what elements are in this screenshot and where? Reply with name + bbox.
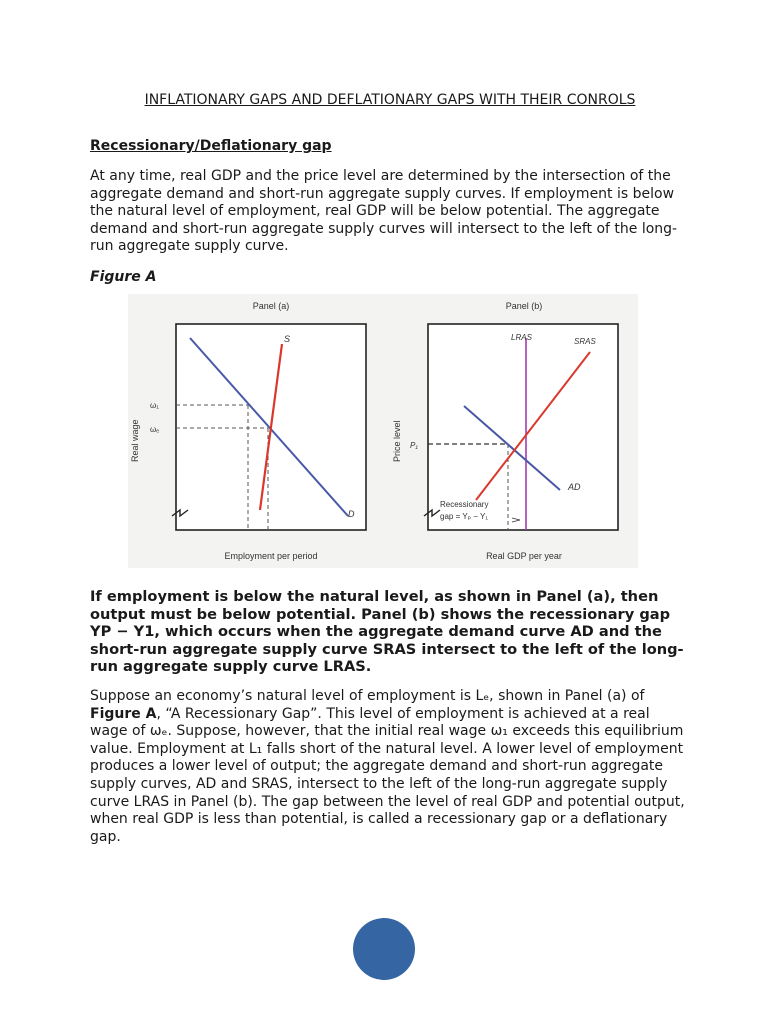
panel-b-x-axis-label: Real GDP per year <box>486 551 562 561</box>
section-heading: Recessionary/Deflationary gap <box>90 138 332 154</box>
sras-label: SRAS <box>574 337 596 346</box>
figure-a <box>128 294 638 568</box>
panel-b-title: Panel (b) <box>505 301 543 311</box>
demand-label: D <box>348 509 355 519</box>
document-title: INFLATIONARY GAPS AND DEFLATIONARY GAPS WITH THEIR CONROLS <box>144 92 636 108</box>
explanation-text-end: , “A Recessionary Gap”. This level of employment is achieved at a real wage of ωₑ. Suppose, however, that the initial real wage ω₁ exceeds this equilibrium value. Employment at L₁ falls short of the natural level. A lower level of employment produces a lower level of output; the aggregate demand and short-run aggregate supply curves, AD and SRAS, intersect to the left of the long-run aggregate supply curve LRAS in Panel (b). The gap between the level of real GDP and potential output, when real GDP is less than potential, is called a recessionary gap or a deflationary gap. <box>90 705 685 845</box>
w1-label: ω₁ <box>150 401 159 410</box>
p1-label: P₁ <box>410 441 418 450</box>
gap-label-line1: Recessionary <box>440 500 489 509</box>
panel-b-y-axis-label: Price level <box>392 420 402 462</box>
page-marker-circle <box>353 918 415 980</box>
panel-a-y-axis-label: Real wage <box>130 419 140 462</box>
supply-label: S <box>284 334 291 344</box>
figure-a-diagram <box>128 294 638 568</box>
we-label: ωₑ <box>150 425 160 434</box>
figure-reference: Figure A <box>90 705 157 722</box>
gap-label-line2: gap = Yₚ − Y₁ <box>440 512 489 521</box>
panel-a-title: Panel (a) <box>252 301 290 311</box>
figure-label: Figure A <box>90 269 157 285</box>
bold-summary-paragraph: If employment is below the natural level, as shown in Panel (a), then output must be below potential. Panel (b) shows the recessionary gap YP − Y1, which occurs when the aggregate demand curve AD and the short-run aggregate supply curve SRAS intersect to the left of the long-run aggregate supply curve LRAS. <box>90 588 684 676</box>
lras-label: LRAS <box>511 333 532 342</box>
panel-a <box>130 301 366 561</box>
explanation-paragraph <box>90 688 690 846</box>
panel-a-x-axis-label: Employment per period <box>224 551 318 561</box>
ad-label: AD <box>568 482 581 492</box>
intro-paragraph: At any time, real GDP and the price level are determined by the intersection of the aggregate demand and short-run aggregate supply curves. If employment is below the natural level of employment, real GDP will be below potential. The aggregate demand and short-run aggregate supply curves will intersect to the left of the long-run aggregate supply curve. <box>90 168 678 255</box>
panel-b <box>392 301 618 561</box>
explanation-text-start: Suppose an economy’s natural level of employment is Lₑ, shown in Panel (a) of <box>90 688 645 704</box>
